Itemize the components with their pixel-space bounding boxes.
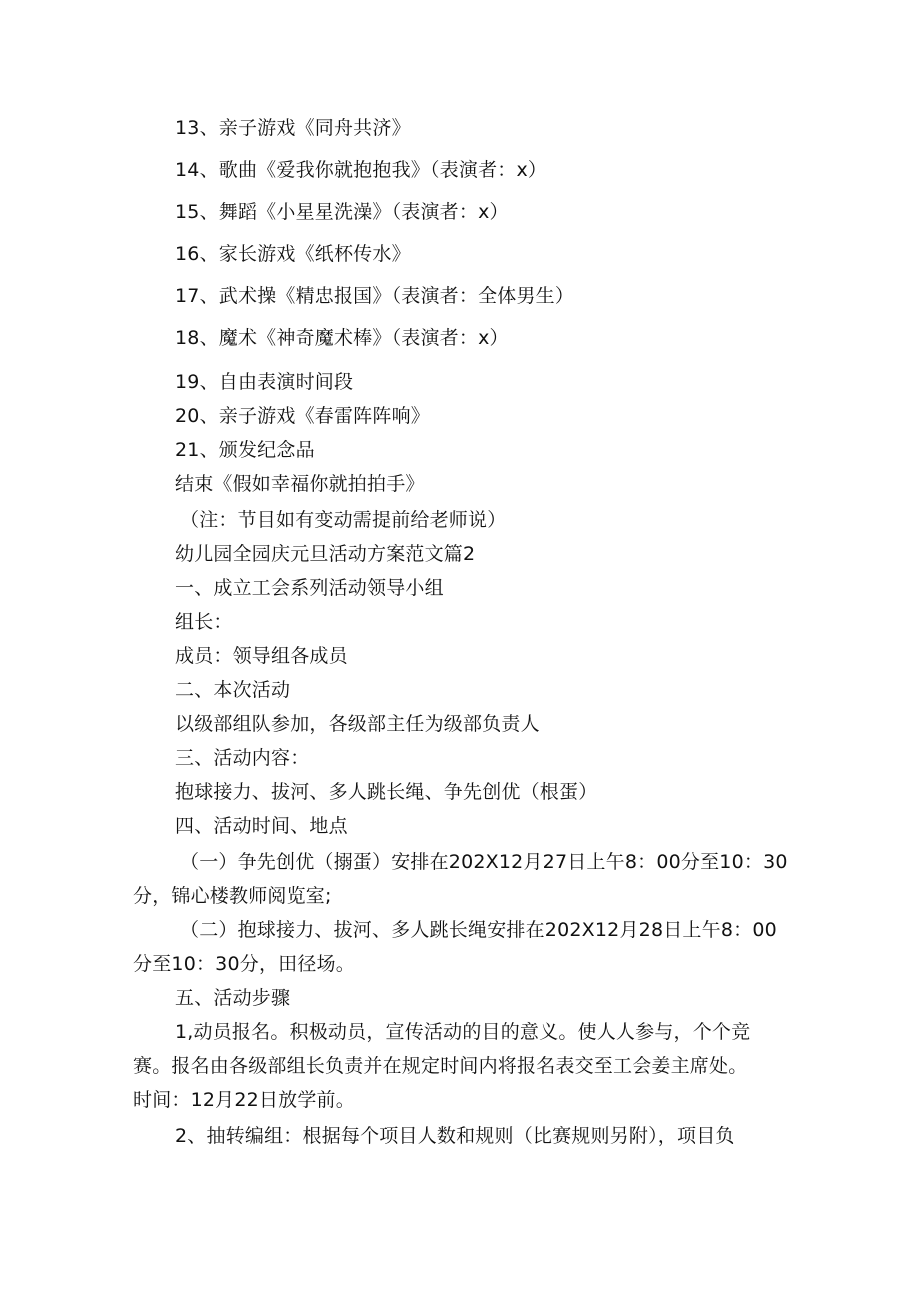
program-item-13: 13、亲子游戏《同舟共济》 [175, 117, 411, 139]
program-item-19: 19、自由表演时间段 [175, 371, 354, 393]
leader-line: 组长： [175, 611, 233, 633]
section-2-body: 以级部组队参加，各级部主任为级部负责人 [175, 713, 540, 735]
section-2-heading: 二、本次活动 [175, 679, 291, 701]
program-item-17: 17、武术操《精忠报国》（表演者：全体男生） [175, 285, 575, 307]
section-1-heading: 一、成立工会系列活动领导小组 [175, 577, 444, 599]
program-item-14: 14、歌曲《爱我你就抱抱我》（表演者：x） [175, 159, 548, 181]
section-4-item-2-line-2: 分至10：30分，田径场。 [133, 953, 355, 975]
step-1-line-1: 1,动员报名。积极动员，宣传活动的目的意义。使人人参与，个个竞 [175, 1021, 751, 1043]
members-line: 成员：领导组各成员 [175, 645, 348, 667]
step-1-line-2: 赛。报名由各级部组长负责并在规定时间内将报名表交至工会姜主席处。 [133, 1055, 748, 1077]
section-3-heading: 三、活动内容： [175, 747, 310, 769]
step-1-line-3: 时间：12月22日放学前。 [133, 1089, 355, 1111]
section-4-item-1-line-2: 分，锦心楼教师阅览室; [133, 885, 332, 907]
program-item-21: 21、颁发纪念品 [175, 439, 315, 461]
article-title: 幼儿园全园庆元旦活动方案范文篇2 [175, 543, 476, 565]
program-item-16: 16、家长游戏《纸杯传水》 [175, 243, 411, 265]
section-3-body: 抱球接力、拔河、多人跳长绳、争先创优（根蛋） [175, 781, 598, 803]
section-5-heading: 五、活动步骤 [175, 987, 291, 1009]
step-2-line-1: 2、抽转编组：根据每个项目人数和规则（比赛规则另附），项目负 [175, 1125, 735, 1147]
section-4-item-2-line-1: （二）抱球接力、拔河、多人跳长绳安排在202X12月28日上午8：00 [180, 919, 777, 941]
program-note: （注：节目如有变动需提前给老师说） [180, 509, 507, 531]
program-item-18: 18、魔术《神奇魔术棒》（表演者：x） [175, 327, 509, 349]
section-4-item-1-line-1: （一）争先创优（搦蛋）安排在202X12月27日上午8：00分至10：30 [180, 851, 788, 873]
program-item-20: 20、亲子游戏《春雷阵阵响》 [175, 405, 430, 427]
program-ending: 结束《假如幸福你就拍拍手》 [175, 473, 425, 495]
section-4-heading: 四、活动时间、地点 [175, 815, 348, 837]
program-item-15: 15、舞蹈《小星星洗澡》（表演者：x） [175, 201, 509, 223]
